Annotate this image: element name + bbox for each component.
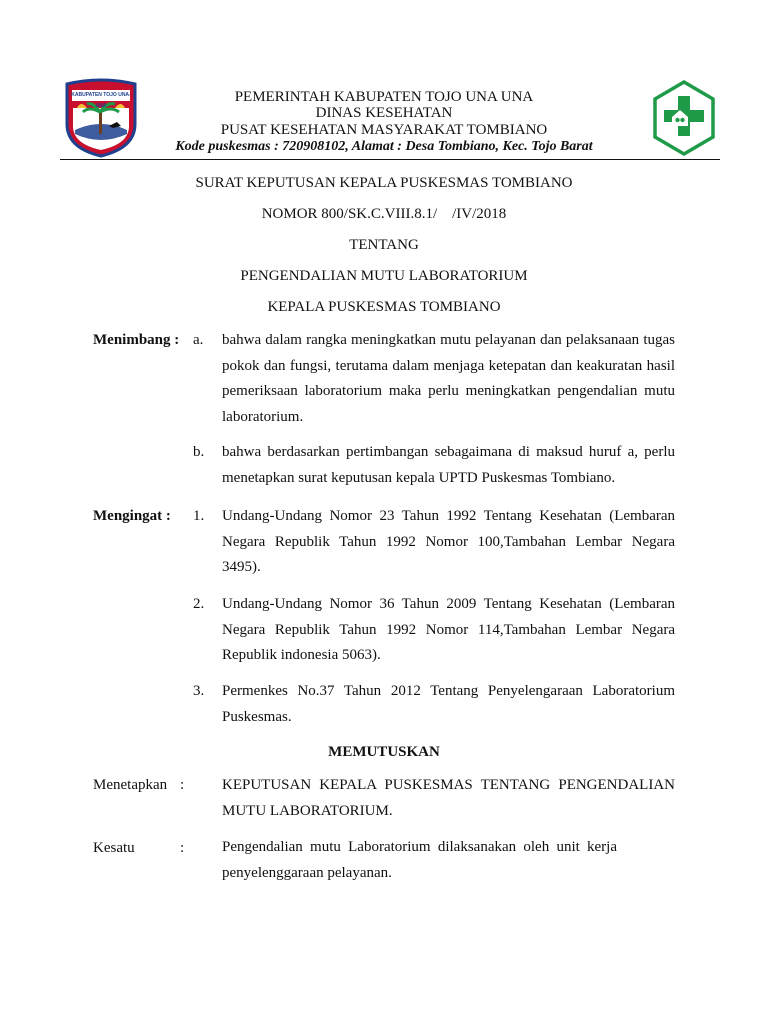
kesatu-text: Pengendalian mutu Laboratorium dilaksanakan oleh unit kerja penyelenggaraan pelayanan. — [222, 839, 617, 881]
document-number: NOMOR 800/SK.C.VIII.8.1/ /IV/2018 — [261, 206, 507, 222]
mengingat-marker-1: 1. — [193, 508, 205, 524]
document-title: SURAT KEPUTUSAN KEPALA PUSKESMAS TOMBIANO — [195, 175, 573, 191]
subject-heading: PENGENDALIAN MUTU LABORATORIUM — [240, 268, 528, 284]
mengingat-marker-3: 3. — [193, 683, 205, 699]
kop-line-3: PUSAT KESEHATAN MASYARAKAT TOMBIANO — [220, 122, 548, 138]
kop-address: Kode puskesmas : 720908102, Alamat : Desa Tombiano, Kec. Tojo Barat — [175, 139, 593, 154]
mengingat-label: Mengingat : — [93, 508, 171, 524]
kop-line-1: PEMERINTAH KABUPATEN TOJO UNA UNA — [234, 89, 534, 105]
menetapkan-colon: : — [180, 777, 185, 793]
menimbang-marker-a: a. — [193, 332, 204, 348]
mengingat-marker-2: 2. — [193, 596, 205, 612]
kesatu-colon: : — [180, 840, 185, 856]
menimbang-item-a: bahwa dalam rangka meningkatkan mutu pelayanan dan pelaksanaan tugas pokok dan fungsi, terutama dalam menjaga ketepatan dan keakuratan hasil pemeriksaan laboratorium maka perlu meningkatkan pengendalian mutu laboratorium. — [222, 332, 675, 425]
menetapkan-text: KEPUTUSAN KEPALA PUSKESMAS TENTANG PENGENDALIAN MUTU LABORATORIUM. — [222, 777, 675, 819]
menimbang-item-b: bahwa berdasarkan pertimbangan sebagaimana di maksud huruf a, perlu menetapkan surat keputusan kepala UPTD Puskesmas Tombiano. — [222, 444, 675, 486]
issuer-heading: KEPALA PUSKESMAS TOMBIANO — [267, 299, 501, 315]
mengingat-item-1: Undang-Undang Nomor 23 Tahun 1992 Tentang Kesehatan (Lembaran Negara Republik Tahun 1992 Nomor 100,Tambahan Lembar Negara 3495). — [222, 508, 675, 575]
emblem-text: KABUPATEN TOJO UNA-UNA — [71, 92, 131, 109]
kesatu-label: Kesatu — [93, 840, 135, 856]
memutuskan-heading: MEMUTUSKAN — [328, 744, 440, 760]
mengingat-item-3: Permenkes No.37 Tahun 2012 Tentang Penyelengaraan Laboratorium Puskesmas. — [222, 683, 675, 725]
tentang-heading: TENTANG — [349, 237, 419, 253]
menetapkan-label: Menetapkan — [93, 777, 168, 793]
kop-line-2: DINAS KESEHATAN — [315, 105, 453, 121]
header-divider — [60, 159, 720, 160]
menimbang-marker-b: b. — [193, 444, 205, 460]
menimbang-label: Menimbang : — [93, 332, 180, 348]
mengingat-item-2: Undang-Undang Nomor 36 Tahun 2009 Tentang Kesehatan (Lembaran Negara Republik Tahun 1992 Nomor 114,Tambahan Lembar Negara Republik indonesia 5063). — [222, 596, 675, 663]
